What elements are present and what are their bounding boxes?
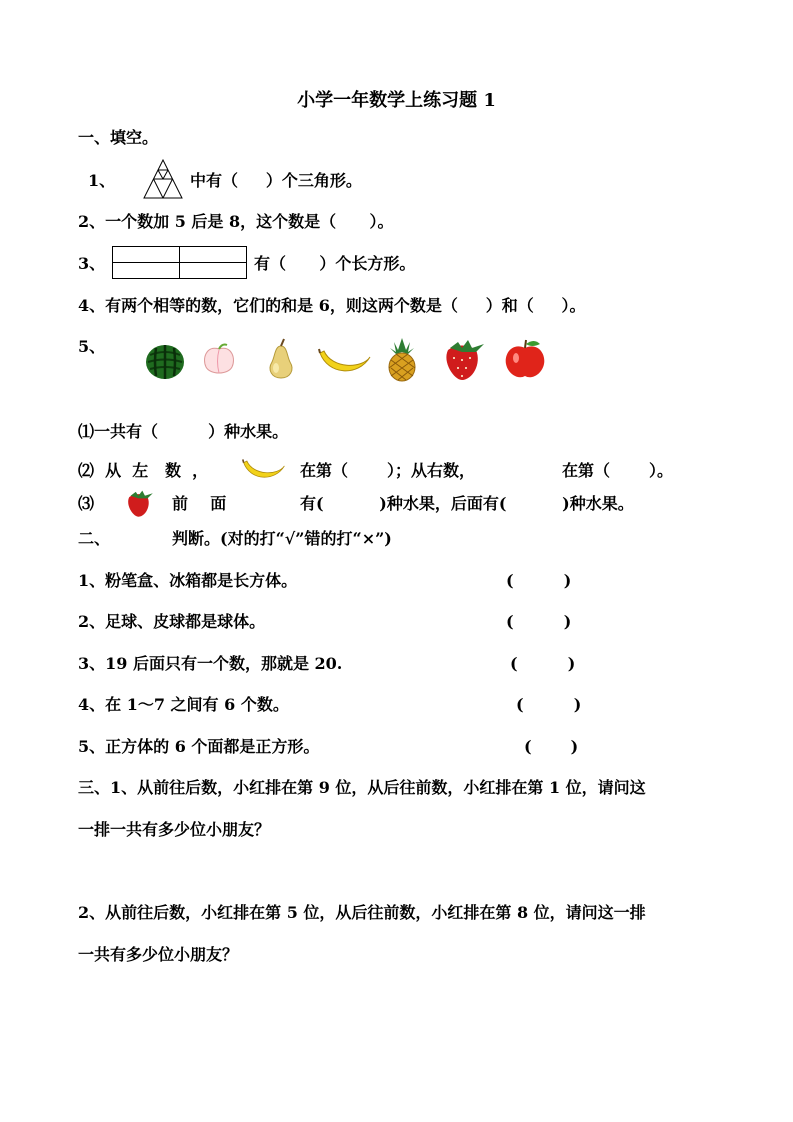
- watermelon-icon: [144, 343, 186, 381]
- judge-paren-2: ( ): [506, 612, 572, 631]
- judge-item-5: 5、正方体的 6 个面都是正方形。: [78, 737, 320, 756]
- q5-3-front: 前 面: [172, 494, 227, 513]
- peach-icon: [200, 343, 238, 377]
- q1-number: 1、: [88, 171, 116, 190]
- section-2-instruction: 判断。(对的打“√”错的打“×”): [172, 529, 392, 548]
- judge-paren-1: ( ): [506, 571, 572, 590]
- q3-text: 有（ ）个长方形。: [254, 254, 416, 273]
- q3-number: 3、: [78, 254, 106, 273]
- judge-item-1: 1、粉笔盒、冰箱都是长方体。: [78, 571, 298, 590]
- s3-q2-line2: 一共有多少位小朋友？: [78, 945, 239, 964]
- s3-q1-line2: 一排一共有多少位小朋友？: [78, 820, 271, 839]
- banana-small-icon: [242, 454, 286, 486]
- q4-text: 4、有两个相等的数，它们的和是 6，则这两个数是（ ）和（ ）。: [78, 296, 586, 315]
- pear-icon: [262, 338, 300, 380]
- section-1-heading: 一、填空。: [78, 128, 159, 147]
- q5-3-number: ⑶: [78, 494, 95, 513]
- judge-paren-4: ( ): [516, 695, 582, 714]
- q5-3-text: 有( )种水果，后面有( )种水果。: [300, 494, 634, 513]
- judge-paren-5: ( ): [524, 737, 579, 756]
- q5-2-end: 在第（ ）。: [562, 461, 673, 480]
- page-title: 小学一年数学上练习题 1: [297, 90, 496, 111]
- banana-icon: [318, 345, 372, 379]
- strawberry-icon: [440, 336, 492, 382]
- strawberry-small-icon: [124, 486, 158, 520]
- s3-q1-line1: 三、1、从前往后数，小红排在第 9 位，从后往前数，小红排在第 1 位，请问这: [78, 778, 646, 797]
- section-2-heading: 二、: [78, 529, 111, 548]
- judge-paren-3: ( ): [510, 654, 576, 673]
- judge-item-3: 3、19 后面只有一个数，那就是 20.: [78, 654, 343, 673]
- q5-2-lead: ⑵ 从 左 数 ，: [78, 461, 209, 480]
- q5-1-text: ⑴一共有（ ）种水果。: [78, 422, 289, 441]
- rectangle-figure-icon: [112, 246, 248, 280]
- q2-text: 2、一个数加 5 后是 8，这个数是（ ）。: [78, 212, 394, 231]
- triangle-figure-icon: [142, 158, 184, 200]
- q5-number: 5、: [78, 337, 106, 356]
- apple-icon: [502, 338, 548, 380]
- q5-2-middle: 在第（ ）；从右数，: [300, 461, 475, 480]
- s3-q2-line1: 2、从前往后数，小红排在第 5 位，从后往前数，小红排在第 8 位，请问这一排: [78, 903, 646, 922]
- judge-item-4: 4、在 1～7 之间有 6 个数。: [78, 695, 289, 714]
- q1-text: 中有（ ）个三角形。: [190, 171, 362, 190]
- judge-item-2: 2、足球、皮球都是球体。: [78, 612, 266, 631]
- pineapple-icon: [384, 336, 420, 382]
